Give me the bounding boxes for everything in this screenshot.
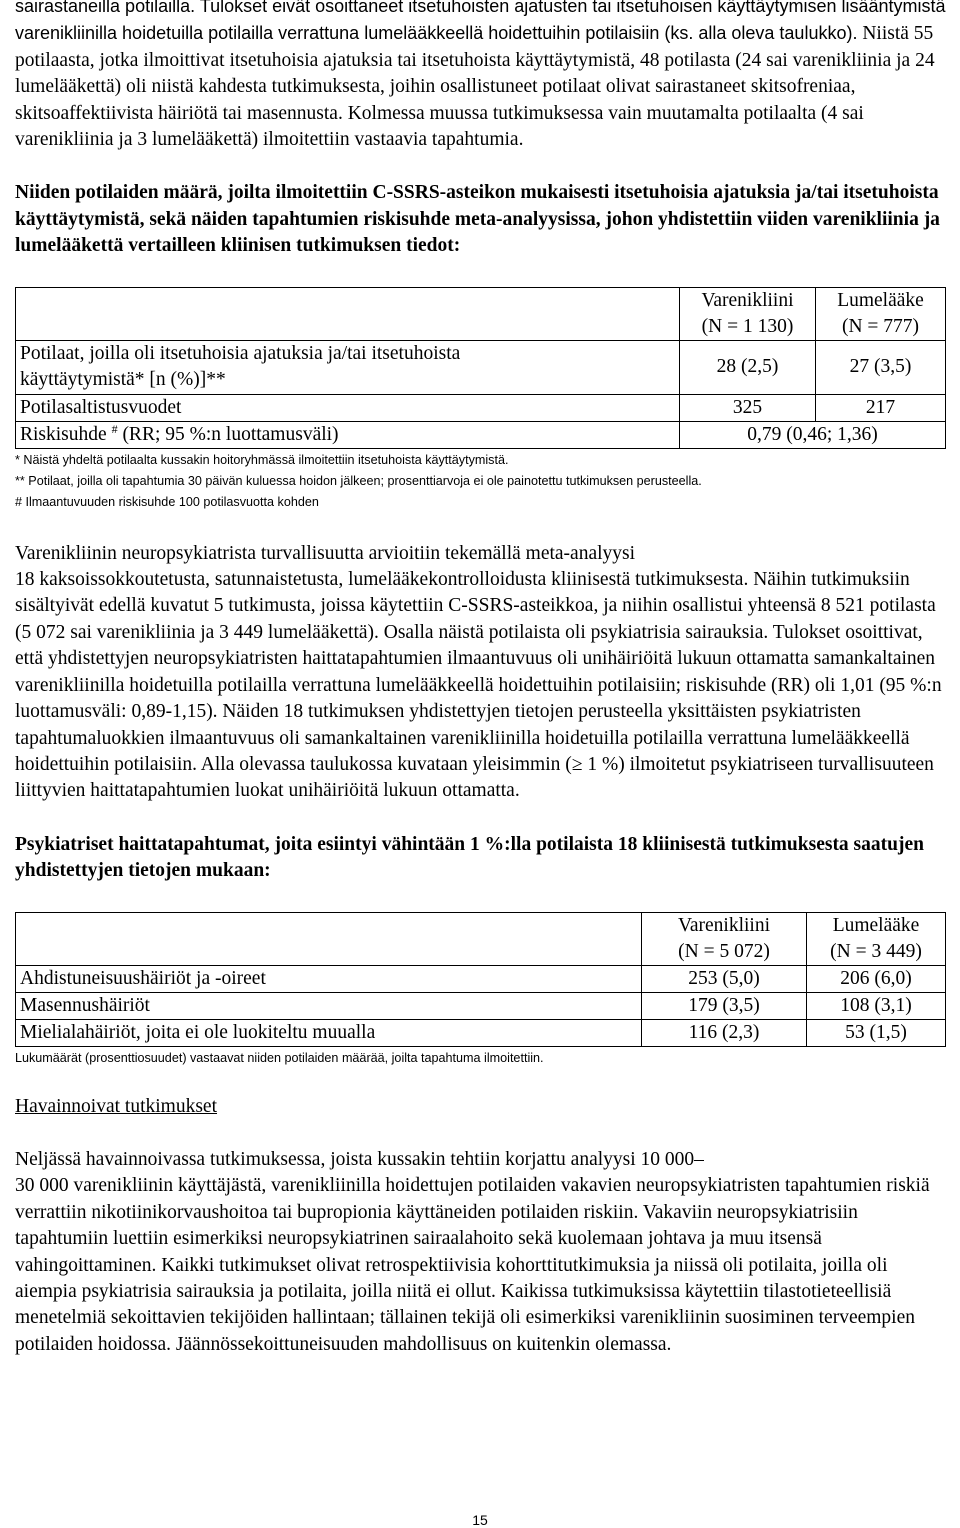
row-value-placebo: 27 (3,5) <box>816 340 946 394</box>
row-label: Mielialahäiriöt, joita ei ole luokiteltu muualla <box>16 1019 642 1046</box>
header-varenicline: Varenikliini (N = 5 072) <box>642 912 807 965</box>
header-empty-cell <box>16 287 680 340</box>
intro-text-2: Kolmessa muussa tutkimuksessa vain muutamalta potilaalta (4 sai varenikliinia ja 3 lumelääkettä) ilmoitettiin vastaavia tapahtumia. <box>15 102 864 151</box>
psychiatric-events-table <box>15 912 946 1047</box>
header-empty-cell <box>16 912 642 965</box>
row-value-varenicline: 253 (5,0) <box>642 965 807 992</box>
table-row <box>16 1019 946 1046</box>
row-label: Potilasaltistusvuodet <box>16 394 680 421</box>
row-label: Masennushäiriöt <box>16 992 642 1019</box>
footnote: ** Potilaat, joilla oli tapahtumia 30 päivän kuluessa hoidon jälkeen; prosenttiarvoja ei ole painotettu tutkimuksen perusteella. <box>15 473 702 488</box>
intro-text-1: Niistä 55 potilaasta, jotka ilmoittivat itsetuhoisia ajatuksia tai itsetuhoista käyttäytymistä, 48 potilasta (24 sai varenikliinia ja 24 lumelääkettä) oli niistä kahdesta tutkimuksesta, joihin osallistuneet potilaat olivat sairastaneet skitsofreniaa, skitsoaffektiivista häiriötä tai masennusta. <box>15 23 935 124</box>
row-value-varenicline: 325 <box>680 394 816 421</box>
row-value-placebo: 206 (6,0) <box>807 965 946 992</box>
table2-footnote: Lukumäärät (prosenttiosuudet) vastaavat niiden potilaiden määrää, joilta tapahtuma ilmoitettiin. <box>15 1050 544 1065</box>
footnote: * Näistä yhdeltä potilaalta kussakin hoitoryhmässä ilmoitettiin itsetuhoista käyttäytymistä. <box>15 452 509 467</box>
header-placebo: Lumelääke (N = 777) <box>816 287 946 340</box>
row-value-varenicline: 179 (3,5) <box>642 992 807 1019</box>
table-row <box>16 992 946 1019</box>
row-value-varenicline: 116 (2,3) <box>642 1019 807 1046</box>
row-value-placebo: 53 (1,5) <box>807 1019 946 1046</box>
page-number: 15 <box>472 1512 488 1528</box>
section3-heading: Havainnoivat tutkimukset <box>15 1095 218 1117</box>
header-placebo: Lumelääke (N = 3 449) <box>807 912 946 965</box>
meta-analysis-paragraph: Varenikliinin neuropsykiatrista turvallisuutta arvioitiin tekemällä meta-analyysi 18 kaksoissokkoutetusta, satunnaistetusta, lumelääkekontrolloidusta kliinisestä tutkimuksesta. Näihin tutkimuksiin sisältyivät edellä kuvatut 5 tutkimusta, joissa käytettiin C-SSRS-asteikkoa, ja niihin osallistui yhteensä 8 521 potilasta (5 072 sai varenikliinia ja 3 449 lumelääkettä). Osalla näistä potilaista oli psykiatrisia sairauksia. Tulokset osoittivat, että yhdistettyjen neuropsykiatristen haittatapahtumien ilmaantuvuus oli unihäiriöitä lukuun ottamatta samankaltainen varenikliinilla hoidetuilla potilailla verrattuna lumelääkkeellä hoidettuihin potilaisiin; riskisuhde (RR) oli 1,01 (95 %:n luottamusväli: 0,89-1,15). Näiden 18 tutkimuksen yhdistettyjen tietojen perusteella yksittäisten psykiatristen tapahtumaluokkien ilmaantuvuus oli samankaltainen varenikliinilla hoidetuilla potilailla verrattuna lumelääkkeellä hoidettuihin potilaisiin. Alla olevassa taulukossa kuvataan yleisimmin (≥ 1 %) ilmoitetut psykiatriseen turvallisuuteen liittyvien haittatapahtumien luokat unihäiriöitä lukuun ottamatta. <box>15 542 942 802</box>
table1-footnotes <box>15 451 948 511</box>
intro-paragraph <box>15 0 948 153</box>
table-header-row <box>16 287 946 340</box>
footnote: # Ilmaantuvuuden riskisuhde 100 potilasvuotta kohden <box>15 494 319 509</box>
table-header-row <box>16 912 946 965</box>
row-value-placebo: 108 (3,1) <box>807 992 946 1019</box>
table-row <box>16 394 946 421</box>
intro-sans-text: sairastaneilla potilailla. Tulokset eivät osoittaneet itsetuhoisten ajatusten tai itsetuhoisen käyttäytymisen lisääntymistä varenikliinilla hoidetuilla potilailla verrattuna lumelääkkeellä hoidettuihin potilaisiin (ks. alla oleva taulukko). <box>15 0 946 44</box>
row-value-risk-ratio: 0,79 (0,46; 1,36) <box>680 421 946 448</box>
observational-studies-paragraph: Neljässä havainnoivassa tutkimuksessa, joista kussakin tehtiin korjattu analyysi 10 000– 30 000 varenikliinin käyttäjästä, varenikliinilla hoidettujen potilaiden vakavien neuropsykiatristen tapahtumien riskiä verrattiin nikotiinikorvaushoitoa tai bupropionia käyttäneiden potilaiden riskiin. Vakaviin neuropsykiatrisiin tapahtumiin luettiin esimerkiksi neuropsykiatrinen sairaalahoito sekä kuolemaan johtava ja muu itsensä vahingoittaminen. Kaikki tutkimukset olivat retrospektiivisia kohorttitutkimuksia ja niissä oli potilaita, joilla oli aiempia psykiatrisia sairauksia ja potilaita, joilla niitä ei ollut. Kaikissa tutkimuksissa käytettiin tilastotieteellisiä menetelmiä sekoittavien tekijöiden hallintaan; tällainen tekijä oli esimerkiksi varenikliinin suosiminen terveempien potilaiden hoidossa. Jäännössekoittuneisuuden mahdollisuus on kuitenkin olemassa. <box>15 1148 930 1355</box>
section1-heading: Niiden potilaiden määrä, joilta ilmoitettiin C-SSRS-asteikon mukaisesti itsetuhoisia ajatuksia ja/tai itsetuhoista käyttäytymistä, sekä näiden tapahtumien riskisuhde meta-analyysissa, johon yhdistettiin viiden varenikliinia ja lumelääkettä vertailleen kliinisen tutkimuksen tiedot: <box>15 182 940 257</box>
row-value-placebo: 217 <box>816 394 946 421</box>
row-label: Riskisuhde # (RR; 95 %:n luottamusväli) <box>16 421 680 448</box>
document-page <box>15 0 948 1358</box>
suicidality-table <box>15 287 946 449</box>
row-value-varenicline: 28 (2,5) <box>680 340 816 394</box>
row-label: Potilaat, joilla oli itsetuhoisia ajatuksia ja/tai itsetuhoista käyttäytymistä* [n (%)]** <box>16 340 680 394</box>
row-label: Ahdistuneisuushäiriöt ja -oireet <box>16 965 642 992</box>
table-row <box>16 421 946 448</box>
table-row <box>16 340 946 394</box>
section2-heading: Psykiatriset haittatapahtumat, joita esiintyi vähintään 1 %:lla potilaista 18 kliinisestä tutkimuksesta saatujen yhdistettyjen tietojen mukaan: <box>15 833 924 882</box>
table-row <box>16 965 946 992</box>
header-varenicline: Varenikliini (N = 1 130) <box>680 287 816 340</box>
